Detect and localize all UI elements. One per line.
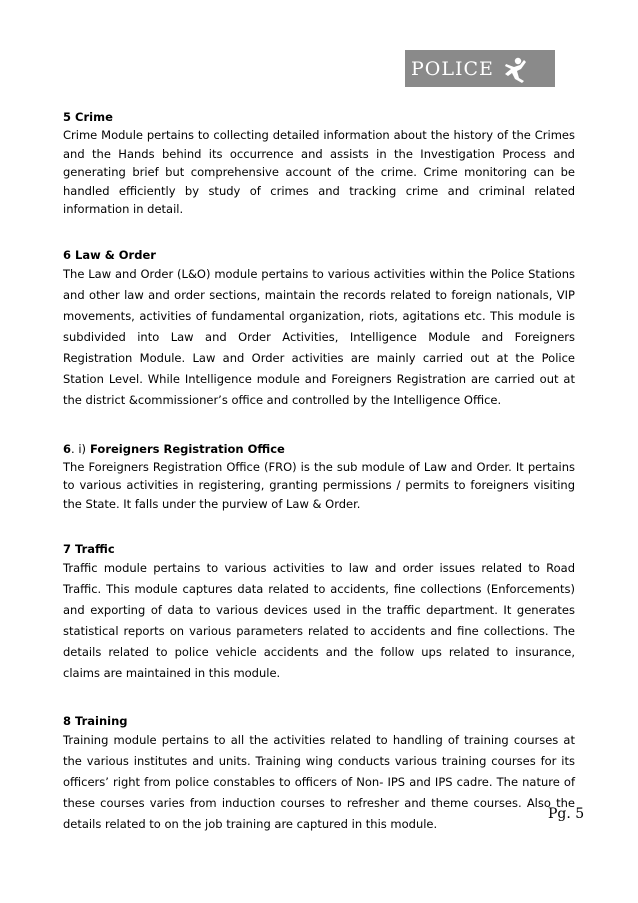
section-title: Law & Order [75,247,156,262]
section-training [63,712,575,835]
logo-text: POLICE [411,57,494,80]
section-subnumber: . i) [71,441,87,456]
section-title: Training [75,714,128,728]
section-heading [63,108,575,126]
section-foreigners-registration [63,440,575,514]
section-heading [63,712,575,730]
section-number: 6 [63,441,72,456]
section-heading [63,540,575,558]
section-traffic [63,540,575,684]
section-heading [63,440,575,458]
section-heading [63,246,575,264]
section-crime [63,108,575,219]
police-logo [405,50,555,87]
section-number: 6 [63,247,72,262]
section-body: The Foreigners Registration Office (FRO) is the sub module of Law and Order. It pertains to various activities in registering, granting permissions / permits to foreigners visiting the State. It falls under the purview of Law & Order. [63,459,575,511]
section-body: The Law and Order (L&O) module pertains to various activities within the Police Stations and other law and order sections, maintain the records related to foreign nationals, VIP movements, activities of fundamental organization, riots, agitations etc. This module is subdivided into Law and Order Activities, Intelligence Module and Foreigners Registration Module. Law and Order activities are mainly carried out at the Police Station Level. While Intelligence module and Foreigners Registration are carried out at the district &commissioner’s office and controlled by the Intelligence Office. [63,266,575,407]
document-body [63,108,575,835]
section-number: 5 [63,110,72,124]
section-body: Traffic module pertains to various activities to law and order issues related to Road Traffic. This module captures data related to accidents, fine collections (Enforcements) and exporting of data to various devices used in the traffic department. It generates statistical reports on various parameters related to accidents and fine collections. The details related to police vehicle accidents and the follow ups related to insurance, claims are maintained in this module. [63,561,575,680]
section-title: Traffic [75,542,115,556]
police-figure-icon [500,54,530,84]
section-title: Foreigners Registration Office [90,441,285,456]
section-number: 7 [63,542,72,556]
section-body: Crime Module pertains to collecting detailed information about the history of the Crimes and the Hands behind its occurrence and assists in the Investigation Process and generating brief but comprehensive account of the crime. Crime monitoring can be handled efficiently by study of crimes and tracking crime and criminal related information in detail. [63,128,575,216]
section-body: Training module pertains to all the activities related to handling of training courses at the various institutes and units. Training wing conducts various training courses for its officers’ right from police constables to officers of Non- IPS and IPS cadre. The nature of these courses varies from induction courses to refresher and theme courses. Also the details related to on the job training are captured in this module. [63,733,575,831]
section-title: Crime [75,110,113,124]
page-number: Pg. 5 [548,806,585,822]
section-number: 8 [63,714,72,728]
section-law-order [63,246,575,411]
